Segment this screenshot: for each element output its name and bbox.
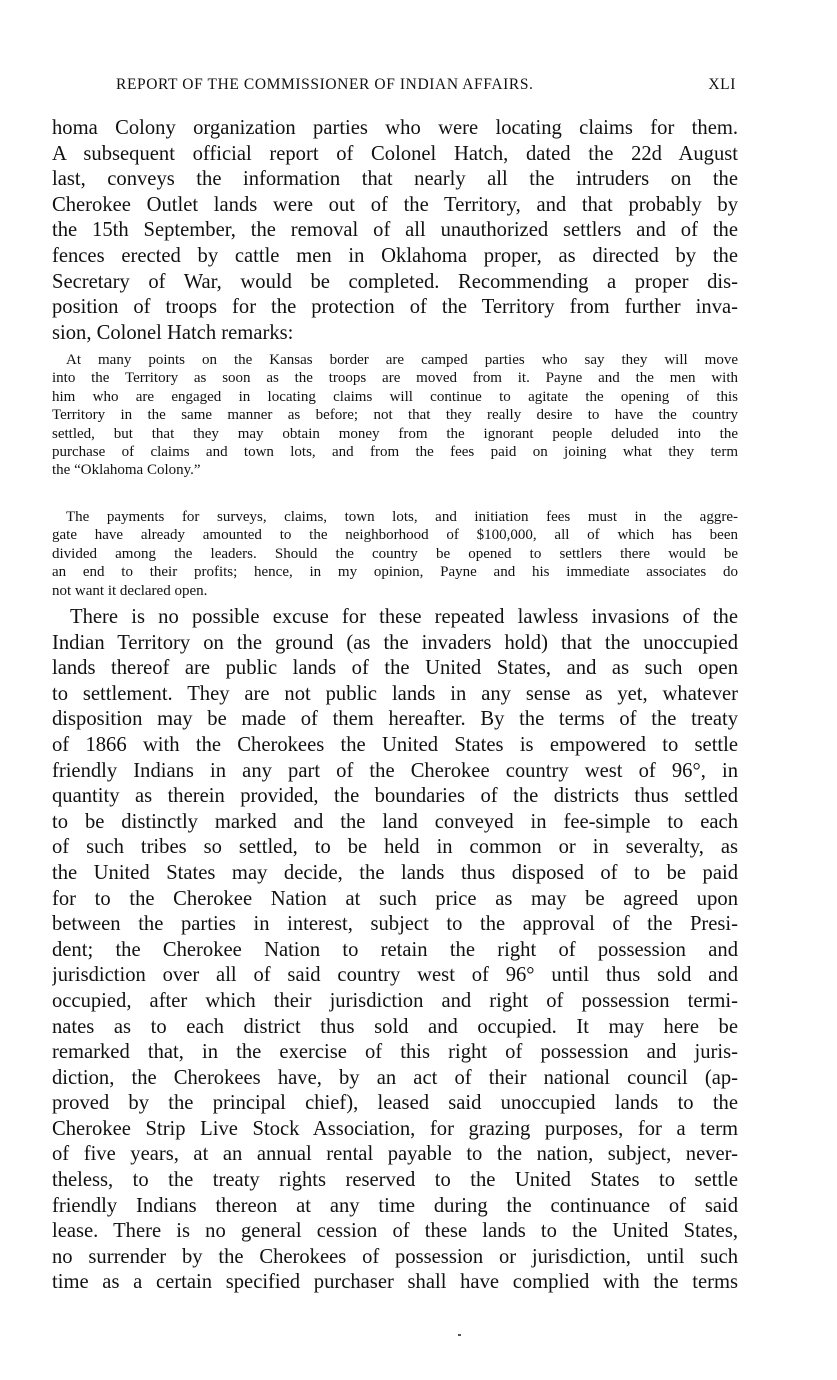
text-line: diction, the Cherokees have, by an act of their national council (ap- (52, 1066, 738, 1089)
text-line: of 1866 with the Cherokees the United States is empowered to settle (52, 733, 738, 756)
quote-line: an end to their profits; hence, in my opinion, Payne and his immediate associates do (52, 564, 738, 581)
text-line: no surrender by the Cherokees of possession or jurisdiction, until such (52, 1245, 738, 1268)
text-line: between the parties in interest, subject to the approval of the Presi- (52, 913, 738, 936)
text-line: dent; the Cherokee Nation to retain the right of possession and (52, 938, 738, 961)
quote-line: into the Territory as soon as the troops are moved from it. Payne and the men with (52, 370, 738, 387)
text-line: disposition may be made of them hereafter. By the terms of the treaty (52, 708, 738, 731)
text-line: Cherokee Outlet lands were out of the Territory, and that probably by (52, 193, 738, 216)
text-line: last, conveys the information that nearly all the intruders on the (52, 168, 738, 191)
quote-line: him who are engaged in locating claims will continue to agitate the opening of this (52, 388, 738, 405)
text-line: the United States may decide, the lands thus disposed of to be paid (52, 861, 738, 884)
text-line: for to the Cherokee Nation at such price as may be agreed upon (52, 887, 738, 910)
text-line: time as a certain specified purchaser shall have complied with the terms (52, 1271, 738, 1294)
page-number: XLI (708, 76, 736, 93)
quote-line: Territory in the same manner as before; not that they really desire to have the country (52, 407, 738, 424)
quote-line: gate have already amounted to the neighborhood of $100,000, all of which has been (52, 527, 738, 544)
running-header (116, 76, 736, 100)
paragraph-main (52, 605, 738, 1296)
text-line: quantity as therein provided, the boundaries of the districts thus settled (52, 785, 738, 808)
text-line: of five years, at an annual rental payable to the nation, subject, never- (52, 1143, 738, 1166)
text-line: proved by the principal chief), leased said unoccupied lands to the (52, 1092, 738, 1115)
text-line: A subsequent official report of Colonel Hatch, dated the 22d August (52, 142, 738, 165)
text-line: Cherokee Strip Live Stock Association, for grazing purposes, for a term (52, 1117, 738, 1140)
quote-line: settled, but that they may obtain money from the ignorant people deluded into the (52, 425, 738, 442)
print-speck (458, 1334, 461, 1336)
text-line: homa Colony organization parties who were locating claims for them. (52, 117, 738, 139)
text-line: of such tribes so settled, to be held in common or in severalty, as (52, 836, 738, 859)
paragraph-continued (52, 116, 738, 346)
block-quote-first (52, 351, 738, 480)
text-line: Indian Territory on the ground (as the invaders hold) that the unoccupied (52, 631, 738, 654)
text-line: nates as to each district thus sold and occupied. It may here be (52, 1015, 738, 1038)
text-line: occupied, after which their jurisdiction and right of possession termi- (52, 989, 738, 1012)
text-line: friendly Indians in any part of the Cherokee country west of 96°, in (52, 759, 738, 782)
block-quote-second (52, 508, 738, 600)
text-line: to be distinctly marked and the land conveyed in fee-simple to each (52, 810, 738, 833)
text-line: fences erected by cattle men in Oklahoma proper, as directed by the (52, 244, 738, 267)
text-line: lease. There is no general cession of these lands to the United States, (52, 1220, 738, 1243)
text-line: sion, Colonel Hatch remarks: (52, 321, 294, 344)
text-line: the 15th September, the removal of all unauthorized settlers and of the (52, 219, 738, 242)
quote-line: the “Oklahoma Colony.” (52, 462, 201, 479)
quote-line: At many points on the Kansas border are camped parties who say they will move (66, 352, 738, 368)
text-line: remarked that, in the exercise of this right of possession and juris- (52, 1041, 738, 1064)
text-line: friendly Indians thereon at any time during the continuance of said (52, 1194, 738, 1217)
quote-line: divided among the leaders. Should the country be opened to settlers there would be (52, 545, 738, 562)
text-line: jurisdiction over all of said country west of 96° until thus sold and (52, 964, 738, 987)
text-line: position of troops for the protection of the Territory from further inva- (52, 296, 738, 319)
text-line: lands thereof are public lands of the United States, and as such open (52, 657, 738, 680)
quote-line: not want it declared open. (52, 582, 208, 599)
text-line: There is no possible excuse for these repeated lawless invasions of the (70, 606, 738, 628)
text-line: to settlement. They are not public lands in any sense as yet, whatever (52, 682, 738, 705)
quote-line: purchase of claims and town lots, and from the fees paid on joining what they term (52, 443, 738, 460)
header-title: REPORT OF THE COMMISSIONER OF INDIAN AFFAIRS. (116, 76, 534, 93)
text-line: Secretary of War, would be completed. Recommending a proper dis- (52, 270, 738, 293)
text-line: theless, to the treaty rights reserved to the United States to settle (52, 1169, 738, 1192)
quote-line: The payments for surveys, claims, town lots, and initiation fees must in the aggre- (66, 509, 738, 525)
